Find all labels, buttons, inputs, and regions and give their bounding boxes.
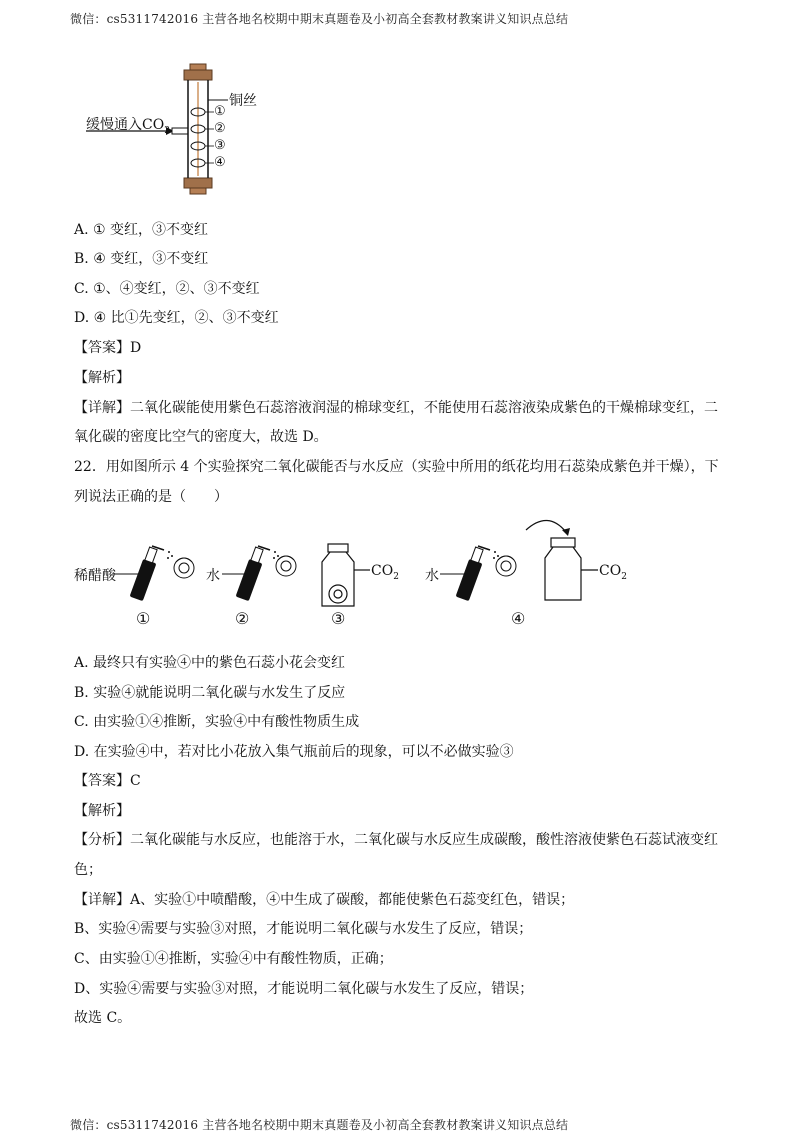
spray-bottle-1 <box>112 546 173 601</box>
experiment-figure <box>0 510 800 630</box>
q22-analysis-title: 【解析】 <box>74 803 130 819</box>
co2-inlet-label: 缓慢通入$CO_2$ <box>86 117 170 136</box>
flower-4 <box>496 556 516 576</box>
q21-analysis-title: 【解析】 <box>74 370 130 386</box>
label-dilute-vinegar: 稀醋酸 <box>74 568 116 584</box>
q21-detail-line1: 【详解】二氧化碳能使用紫色石蕊溶液润湿的棉球变红，不能使用石蕊溶液染成紫色的干燥棉球变红，二 <box>74 400 718 416</box>
spray-bottle-2 <box>222 546 279 601</box>
q22-option-c: C. 由实验①④推断，实验④中有酸性物质生成 <box>74 714 360 730</box>
label-co2-jar4: $CO_2$ <box>599 563 627 582</box>
q22-stem-line1: 22．用如图所示 4 个实验探究二氧化碳能否与水反应（实验中所用的纸花均用石蕊染成紫色并干燥），下 <box>74 459 719 475</box>
gas-jar-4 <box>545 538 598 600</box>
page-footer: 微信：cs5311742016 主营各地名校期中期末真题卷及小初高全套教材教案讲义知识点总结 <box>70 1118 569 1132</box>
q21-option-d: D. ④ 比①先变红，②、③不变红 <box>74 310 279 326</box>
q21-detail-line2: 氧化碳的密度比空气的密度大，故选 D。 <box>74 429 328 445</box>
q22-stem-line2: 列说法正确的是（ ） <box>74 489 228 505</box>
q22-option-d: D. 在实验④中，若对比小花放入集气瓶前后的现象，可以不必做实验③ <box>74 744 514 760</box>
q22-detail-b: B、实验④需要与实验③对照，才能说明二氧化碳与水发生了反应，错误； <box>74 921 533 937</box>
q22-analysis-line1: 【分析】二氧化碳能与水反应，也能溶于水，二氧化碳与水反应生成碳酸，酸性溶液使紫色石蕊试液变红 <box>74 832 718 848</box>
q21-option-a: A. ① 变红，③不变红 <box>74 222 209 238</box>
label-water-1: 水 <box>206 568 220 584</box>
q22-option-b: B. 实验④就能说明二氧化碳与水发生了反应 <box>74 685 346 701</box>
q22-option-a: A. 最终只有实验④中的紫色石蕊小花会变红 <box>74 655 346 671</box>
exp-num-4: ④ <box>511 609 526 628</box>
spray-bottle-4 <box>440 546 499 601</box>
transfer-arrow <box>526 520 566 532</box>
q22-detail-c: C、由实验①④推断，实验④中有酸性物质，正确； <box>74 951 393 967</box>
exp-num-3: ③ <box>331 609 346 628</box>
flower-1 <box>174 558 194 578</box>
label-co2-jar3: $CO_2$ <box>371 563 399 582</box>
q22-answer: 【答案】C <box>74 773 141 789</box>
q22-detail-d: D、实验④需要与实验③对照，才能说明二氧化碳与水发生了反应，错误； <box>74 981 534 997</box>
q22-analysis-line2: 色； <box>74 862 102 878</box>
q21-answer: 【答案】D <box>74 340 142 356</box>
page-header: 微信：cs5311742016 主营各地名校期中期末真题卷及小初高全套教材教案讲义知识点总结 <box>70 12 569 26</box>
flower-2 <box>276 556 296 576</box>
exp-num-1: ① <box>136 609 151 628</box>
exp-num-2: ② <box>235 609 250 628</box>
copper-wire-label: 铜丝 <box>229 93 257 109</box>
ball-label-2: ② <box>214 121 226 136</box>
q21-option-c: C. ①、④变红，②、③不变红 <box>74 281 260 297</box>
label-water-2: 水 <box>425 568 439 584</box>
ball-label-1: ① <box>214 104 226 119</box>
ball-label-4: ④ <box>214 155 226 170</box>
q22-conclusion: 故选 C。 <box>74 1010 132 1026</box>
tube-figure <box>0 0 800 210</box>
ball-label-3: ③ <box>214 138 226 153</box>
gas-jar-3 <box>322 544 370 606</box>
q22-detail-a: 【详解】A、实验①中喷醋酸，④中生成了碳酸，都能使紫色石蕊变红色，错误； <box>74 892 575 908</box>
q21-option-b: B. ④ 变红，③不变红 <box>74 251 209 267</box>
